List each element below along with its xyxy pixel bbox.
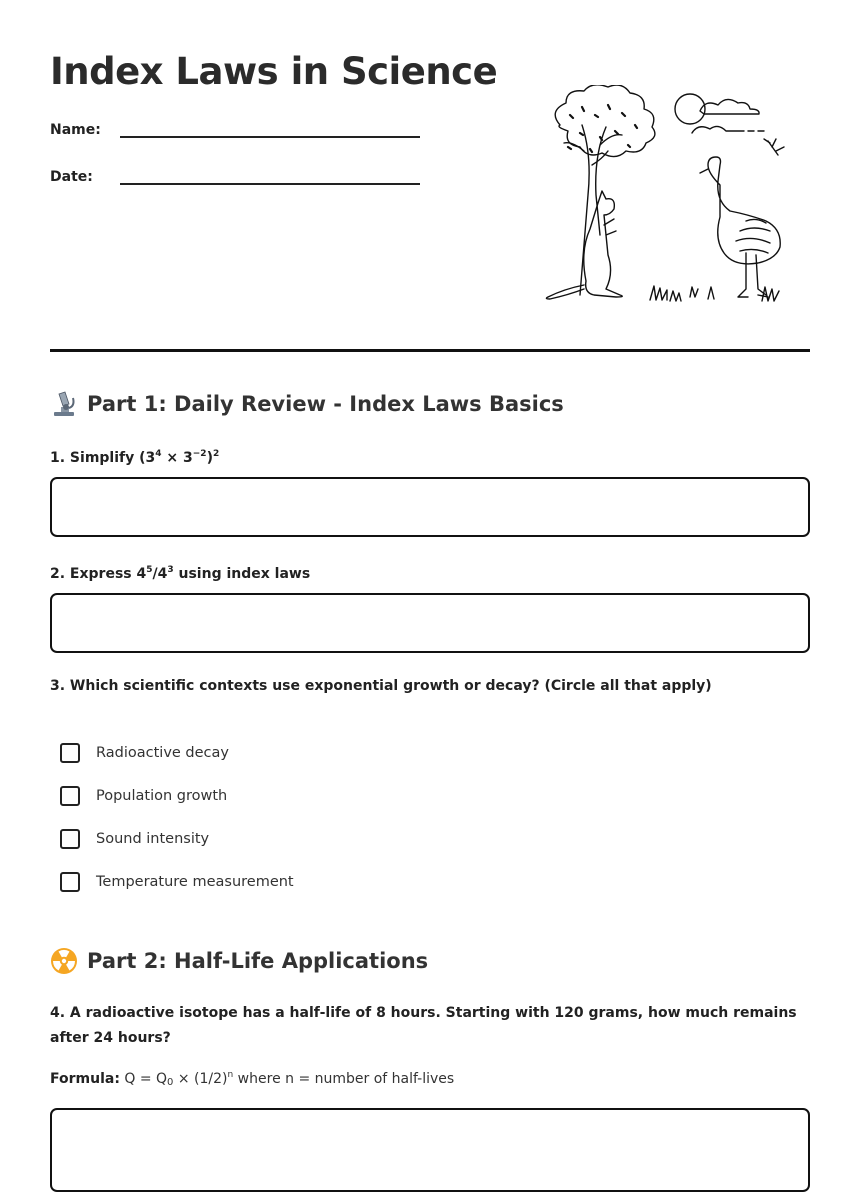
radioactive-icon (50, 947, 78, 975)
part2-heading-text: Part 2: Half-Life Applications (87, 949, 429, 973)
emu (708, 157, 780, 264)
outback-illustration (540, 85, 790, 310)
q1-text-b: × 3 (161, 450, 193, 466)
section-divider (50, 349, 810, 352)
formula-text-a: Q = Q (119, 1071, 168, 1087)
q1-exponent-3: 2 (212, 449, 220, 459)
part2-heading (50, 947, 428, 975)
date-field-row (50, 169, 430, 199)
q2-answer-box[interactable] (50, 593, 810, 653)
option-sound-intensity[interactable] (60, 827, 209, 851)
formula-subscript: 0 (167, 1077, 174, 1088)
formula-text-c: where n = number of half-lives (233, 1071, 455, 1087)
option-label: Radioactive decay (96, 745, 229, 761)
question-1 (50, 442, 810, 471)
q2-text-a: 2. Express 4 (50, 566, 147, 582)
q2-text-b: /4 (152, 566, 168, 582)
checkbox[interactable] (60, 872, 80, 892)
date-field[interactable] (120, 183, 420, 185)
q1-text-c: ) (206, 450, 213, 466)
checkbox[interactable] (60, 829, 80, 849)
formula-line (50, 1070, 454, 1088)
formula-label: Formula: (50, 1071, 120, 1087)
grass (650, 286, 779, 301)
name-label: Name: (50, 122, 101, 138)
name-field-row (50, 122, 430, 152)
cloud-icon (700, 99, 759, 114)
question-2 (50, 558, 810, 587)
option-radioactive-decay[interactable] (60, 741, 229, 765)
tree-canopy (555, 85, 655, 157)
cloud-icon-2 (692, 126, 764, 133)
option-temperature-measurement[interactable] (60, 870, 294, 894)
checkbox[interactable] (60, 786, 80, 806)
q1-text-a: 1. Simplify (3 (50, 450, 156, 466)
q2-exponent-1: 5 (146, 565, 153, 575)
formula-superscript: n (227, 1070, 234, 1080)
option-label: Temperature measurement (96, 874, 294, 890)
q2-exponent-2: 3 (167, 565, 174, 575)
microscope-icon (50, 390, 78, 418)
part1-heading (50, 390, 564, 418)
part1-heading-text: Part 1: Daily Review - Index Laws Basics (87, 392, 564, 416)
question-4: 4. A radioactive isotope has a half-life of 8 hours. Starting with 120 grams, how much remains after 24 hours? (50, 1005, 797, 1046)
date-label: Date: (50, 169, 93, 185)
q1-exponent-1: 4 (155, 449, 162, 459)
q2-text-c: using index laws (173, 566, 311, 582)
q1-exponent-2: −2 (192, 449, 207, 459)
question-3: 3. Which scientific contexts use exponential growth or decay? (Circle all that apply) (50, 678, 712, 694)
kangaroo (584, 191, 623, 297)
q4-answer-box[interactable] (50, 1108, 810, 1192)
page-title: Index Laws in Science (50, 50, 498, 93)
checkbox[interactable] (60, 743, 80, 763)
option-population-growth[interactable] (60, 784, 227, 808)
option-label: Population growth (96, 788, 228, 804)
name-field[interactable] (120, 136, 420, 138)
formula-text-b: × (1/2) (173, 1071, 228, 1087)
option-label: Sound intensity (96, 831, 210, 847)
q1-answer-box[interactable] (50, 477, 810, 537)
